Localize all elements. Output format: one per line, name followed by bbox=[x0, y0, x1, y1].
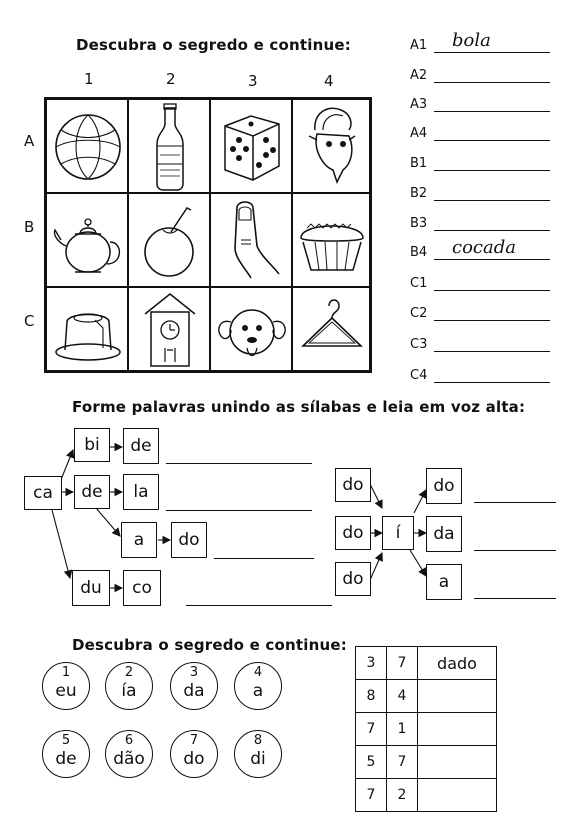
code-first: 3 bbox=[356, 647, 387, 680]
syllable-circle-7 bbox=[170, 730, 218, 778]
circle-number: 4 bbox=[253, 665, 263, 680]
answer-label-b4: B4 bbox=[410, 245, 428, 260]
answer-label-a3: A3 bbox=[410, 97, 428, 112]
section2-title: Forme palavras unindo as sílabas e leia em voz alta: bbox=[72, 398, 526, 416]
write-line-duco[interactable] bbox=[186, 605, 332, 606]
circle-number: 1 bbox=[61, 665, 71, 680]
column-number-3: 3 bbox=[248, 72, 258, 90]
table-row bbox=[356, 713, 497, 746]
syllable-box-do-left-1: do bbox=[335, 468, 371, 502]
code-word[interactable] bbox=[418, 779, 497, 812]
answer-label-a4: A4 bbox=[410, 126, 428, 141]
syllable-box-a-right: a bbox=[426, 564, 462, 600]
circle-number: 8 bbox=[253, 733, 263, 748]
syllable-circle-1 bbox=[42, 662, 90, 710]
circle-number: 6 bbox=[124, 733, 134, 748]
syllable-circle-8 bbox=[234, 730, 282, 778]
syllable-box-bi: bi bbox=[74, 428, 110, 462]
syllable-box-du: du bbox=[72, 570, 110, 606]
circle-syllable: da bbox=[183, 681, 205, 701]
code-word[interactable] bbox=[418, 746, 497, 779]
table-row bbox=[356, 779, 497, 812]
code-table bbox=[355, 646, 497, 812]
code-second: 1 bbox=[387, 713, 418, 746]
circle-syllable: de bbox=[55, 749, 77, 769]
section3-title: Descubra o segredo e continue: bbox=[72, 636, 347, 654]
table-row bbox=[356, 680, 497, 713]
circle-syllable: dão bbox=[113, 749, 145, 769]
syllable-box-co: co bbox=[123, 570, 161, 606]
code-first: 7 bbox=[356, 779, 387, 812]
syllable-box-la: la bbox=[123, 474, 159, 510]
row-letter-b: B bbox=[24, 218, 35, 236]
answer-label-b1: B1 bbox=[410, 156, 428, 171]
code-second: 7 bbox=[387, 746, 418, 779]
write-line-dela[interactable] bbox=[166, 510, 312, 511]
answer-label-c2: C2 bbox=[410, 306, 428, 321]
code-word[interactable] bbox=[418, 713, 497, 746]
syllable-circle-2 bbox=[105, 662, 153, 710]
syllable-circle-4 bbox=[234, 662, 282, 710]
answer-value-a1: bola bbox=[452, 30, 491, 51]
circle-syllable: ía bbox=[121, 681, 137, 701]
syllable-box-do-left-2: do bbox=[335, 516, 371, 550]
write-line-ado[interactable] bbox=[214, 558, 314, 559]
column-number-1: 1 bbox=[84, 70, 94, 88]
code-word[interactable] bbox=[418, 680, 497, 713]
syllable-box-do-right: do bbox=[426, 468, 462, 504]
syllable-circle-3 bbox=[170, 662, 218, 710]
circle-syllable: a bbox=[252, 681, 264, 701]
write-line-doia[interactable] bbox=[474, 598, 556, 599]
section1-title: Descubra o segredo e continue: bbox=[76, 36, 351, 54]
syllable-box-i: í bbox=[382, 516, 414, 550]
syllable-box-do: do bbox=[171, 522, 207, 558]
syllable-box-a: a bbox=[121, 522, 157, 558]
table-row bbox=[356, 647, 497, 680]
syllable-circle-5 bbox=[42, 730, 90, 778]
syllable-box-da-right: da bbox=[426, 516, 462, 552]
code-first: 7 bbox=[356, 713, 387, 746]
row-letter-a: A bbox=[24, 132, 35, 150]
write-line-bide[interactable] bbox=[166, 463, 312, 464]
row-letter-c: C bbox=[24, 312, 35, 330]
answer-label-b3: B3 bbox=[410, 216, 428, 231]
code-first: 5 bbox=[356, 746, 387, 779]
circle-syllable: do bbox=[183, 749, 205, 769]
code-second: 7 bbox=[387, 647, 418, 680]
circle-syllable: di bbox=[250, 749, 266, 769]
circle-number: 3 bbox=[189, 665, 199, 680]
answer-label-b2: B2 bbox=[410, 186, 428, 201]
syllable-box-ca: ca bbox=[24, 476, 62, 510]
answer-value-b4: cocada bbox=[452, 237, 516, 258]
syllable-circle-6 bbox=[105, 730, 153, 778]
answer-label-a1: A1 bbox=[410, 38, 428, 53]
code-second: 4 bbox=[387, 680, 418, 713]
circle-syllable: eu bbox=[55, 681, 77, 701]
write-line-doida[interactable] bbox=[474, 550, 556, 551]
circle-number: 7 bbox=[189, 733, 199, 748]
answer-label-a2: A2 bbox=[410, 68, 428, 83]
column-number-4: 4 bbox=[324, 72, 334, 90]
circle-number: 5 bbox=[61, 733, 71, 748]
answer-label-c1: C1 bbox=[410, 276, 428, 291]
write-line-doido[interactable] bbox=[474, 502, 556, 503]
answer-label-c3: C3 bbox=[410, 337, 428, 352]
column-number-2: 2 bbox=[166, 70, 176, 88]
circle-number: 2 bbox=[124, 665, 134, 680]
syllable-box-do-left-3: do bbox=[335, 562, 371, 596]
code-first: 8 bbox=[356, 680, 387, 713]
answer-label-c4: C4 bbox=[410, 368, 428, 383]
code-word[interactable]: dado bbox=[418, 647, 497, 680]
syllable-box-de: de bbox=[74, 475, 110, 509]
code-second: 2 bbox=[387, 779, 418, 812]
table-row bbox=[356, 746, 497, 779]
syllable-box-de-2: de bbox=[123, 428, 159, 464]
